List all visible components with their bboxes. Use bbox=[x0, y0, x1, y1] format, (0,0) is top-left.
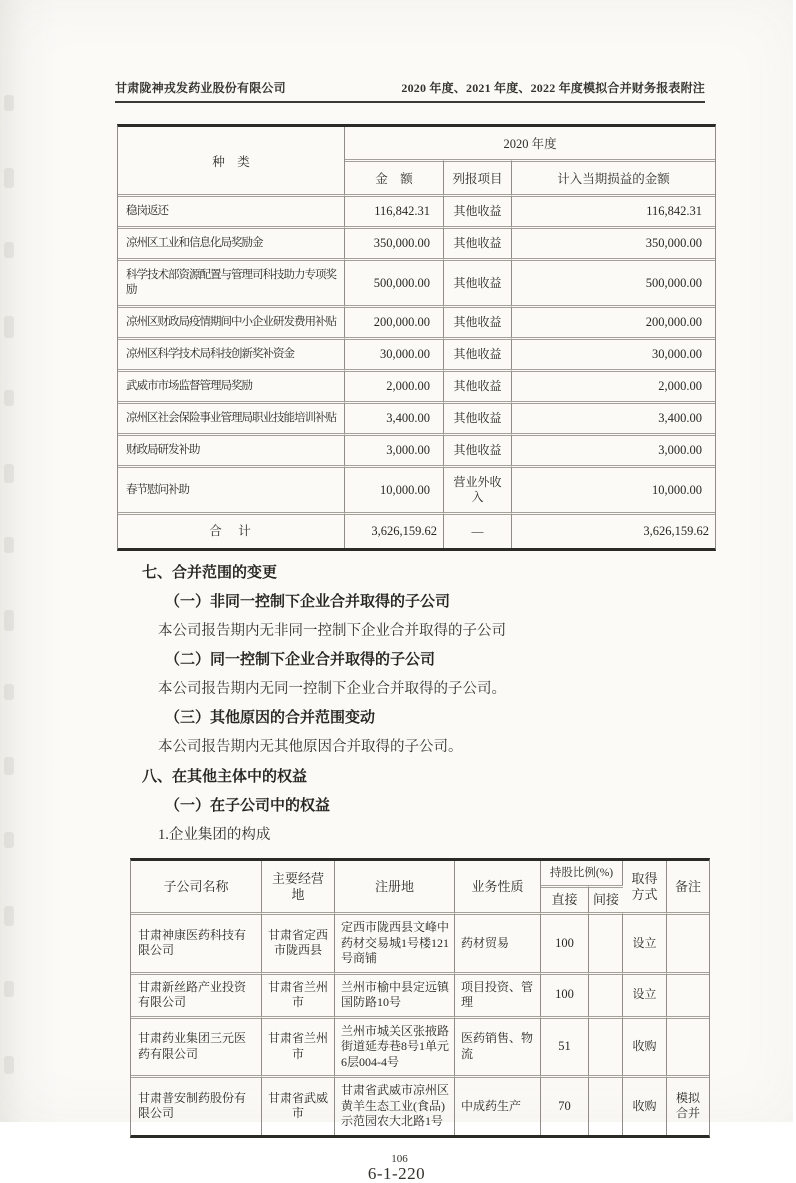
section-7-sub1-text: 本公司报告期内无非同一控制下企业合并取得的子公司 bbox=[158, 623, 506, 639]
cell-amount: 2,000.00 bbox=[345, 369, 444, 401]
section-7-sub2-heading: （二）同一控制下企业合并取得的子公司 bbox=[165, 652, 436, 668]
section-7-heading: 七、合并范围的变更 bbox=[142, 565, 278, 581]
cell-registry: 兰州市榆中县定远镇国防路10号 bbox=[335, 972, 455, 1016]
cell-business: 医药销售、物流 bbox=[455, 1016, 541, 1076]
cell-main-place: 甘肃省武威市 bbox=[262, 1075, 335, 1135]
section-8-heading: 八、在其他主体中的权益 bbox=[142, 769, 308, 785]
header-direct: 直接 bbox=[541, 885, 589, 912]
cell-category: 凉州区财政局疫情期间中小企业研发费用补贴 bbox=[118, 305, 345, 337]
header-subsidiary-name: 子公司名称 bbox=[131, 861, 262, 912]
cell-amount: 116,842.31 bbox=[345, 194, 444, 226]
table-row bbox=[131, 1016, 709, 1076]
table-row bbox=[131, 912, 709, 972]
cell-current-profit: 200,000.00 bbox=[512, 305, 715, 337]
scan-artifact bbox=[4, 906, 14, 926]
company-name: 甘肃陇神戎发药业股份有限公司 bbox=[115, 81, 286, 95]
cell-business: 项目投资、管理 bbox=[455, 972, 541, 1016]
cell-main-place: 甘肃省兰州市 bbox=[262, 972, 335, 1016]
scan-artifact bbox=[4, 832, 14, 848]
cell-subsidiary-name: 甘肃神康医药科技有限公司 bbox=[131, 912, 262, 972]
doc-code: 6-1-220 bbox=[367, 1163, 426, 1183]
cell-category: 凉州区社会保险事业管理局职业技能培训补贴 bbox=[118, 401, 345, 433]
cell-indirect bbox=[589, 972, 623, 1016]
scan-artifact bbox=[4, 757, 14, 775]
cell-current-profit: 2,000.00 bbox=[512, 369, 715, 401]
cell-registry: 甘肃省武威市凉州区黄羊生态工业(食品)示范园农大北路1号 bbox=[335, 1075, 455, 1135]
cell-item: 其他收益 bbox=[444, 337, 512, 369]
cell-item: 其他收益 bbox=[444, 401, 512, 433]
cell-amount: 3,400.00 bbox=[345, 401, 444, 433]
cell-current-profit: 30,000.00 bbox=[512, 337, 715, 369]
section-8-item1-heading: 1.企业集团的构成 bbox=[158, 827, 271, 843]
total-row bbox=[118, 512, 715, 548]
scan-artifact bbox=[4, 981, 14, 997]
header-shareholding: 持股比例(%) bbox=[541, 861, 623, 885]
section-7-sub3-heading: （三）其他原因的合并范围变动 bbox=[165, 710, 376, 726]
cell-current-profit: 3,000.00 bbox=[512, 433, 715, 465]
table-row bbox=[118, 369, 715, 401]
table-row bbox=[118, 194, 715, 226]
cell-registry: 兰州市城关区张掖路街道延寿巷8号1单元6层004-4号 bbox=[335, 1016, 455, 1076]
cell-item: 其他收益 bbox=[444, 305, 512, 337]
section-7-sub1-heading: （一）非同一控制下企业合并取得的子公司 bbox=[165, 594, 451, 610]
cell-category: 凉州区科学技术局科技创新奖补资金 bbox=[118, 337, 345, 369]
header-remark: 备注 bbox=[674, 878, 701, 894]
cell-amount: 30,000.00 bbox=[345, 337, 444, 369]
cell-indirect bbox=[589, 1075, 623, 1135]
cell-amount: 200,000.00 bbox=[345, 305, 444, 337]
scan-artifact bbox=[4, 242, 14, 258]
cell-direct: 100 bbox=[541, 912, 589, 972]
cell-amount: 3,000.00 bbox=[345, 433, 444, 465]
header-registry: 注册地 bbox=[335, 861, 455, 912]
table-row bbox=[118, 258, 715, 305]
cell-total-label: 合 计 bbox=[118, 512, 345, 548]
cell-category: 稳岗返还 bbox=[118, 194, 345, 226]
cell-amount: 10,000.00 bbox=[345, 465, 444, 512]
cell-category: 科学技术部资源配置与管理司科技助力专项奖励 bbox=[118, 258, 345, 305]
cell-current-profit: 10,000.00 bbox=[512, 465, 715, 512]
cell-direct: 100 bbox=[541, 972, 589, 1016]
cell-category: 凉州区工业和信息化局奖励金 bbox=[118, 226, 345, 258]
table-row bbox=[118, 465, 715, 512]
header-category: 种 类 bbox=[118, 127, 345, 194]
cell-method: 收购 bbox=[623, 1016, 667, 1076]
cell-subsidiary-name: 甘肃药业集团三元医药有限公司 bbox=[131, 1016, 262, 1076]
cell-item: 其他收益 bbox=[444, 226, 512, 258]
header-amount: 金 额 bbox=[345, 159, 444, 194]
cell-remark bbox=[667, 912, 709, 972]
cell-item: 营业外收入 bbox=[444, 465, 512, 512]
subsidiary-header-row-1 bbox=[131, 861, 709, 885]
cell-item: 其他收益 bbox=[444, 369, 512, 401]
section-7-sub2-text: 本公司报告期内无同一控制下企业合并取得的子公司。 bbox=[158, 681, 506, 697]
cell-item: 其他收益 bbox=[444, 433, 512, 465]
narrative-sections bbox=[115, 565, 705, 843]
scan-artifact bbox=[4, 95, 14, 111]
cell-remark bbox=[667, 972, 709, 1016]
table-row bbox=[118, 337, 715, 369]
table-row bbox=[131, 972, 709, 1016]
page-number: 106 bbox=[391, 1152, 408, 1165]
doc-header bbox=[115, 79, 705, 103]
cell-indirect bbox=[589, 912, 623, 972]
cell-total-item: — bbox=[444, 512, 512, 548]
cell-business: 中成药生产 bbox=[455, 1075, 541, 1135]
cell-amount: 500,000.00 bbox=[345, 258, 444, 305]
cell-total-amount: 3,626,159.62 bbox=[345, 512, 444, 548]
scan-artifact bbox=[4, 537, 14, 553]
table-row bbox=[118, 401, 715, 433]
table-row bbox=[118, 433, 715, 465]
subsidiary-table bbox=[130, 858, 710, 1138]
cell-item: 其他收益 bbox=[444, 258, 512, 305]
section-7-sub3-text: 本公司报告期内无其他原因合并取得的子公司。 bbox=[158, 739, 463, 755]
cell-item: 其他收益 bbox=[444, 194, 512, 226]
subsidy-header-row-1 bbox=[118, 127, 715, 159]
cell-category: 武威市市场监督管理局奖励 bbox=[118, 369, 345, 401]
header-current-profit: 计入当期损益的金额 bbox=[512, 159, 715, 194]
cell-registry: 定西市陇西县文峰中药材交易城1号楼121号商铺 bbox=[335, 912, 455, 972]
scan-artifact bbox=[4, 464, 14, 483]
scan-artifact bbox=[4, 316, 14, 338]
cell-business: 药材贸易 bbox=[455, 912, 541, 972]
scan-artifact bbox=[4, 1056, 14, 1074]
scan-artifact bbox=[4, 390, 14, 406]
header-business: 业务性质 bbox=[455, 861, 541, 912]
cell-total-current-profit: 3,626,159.62 bbox=[512, 512, 715, 548]
cell-current-profit: 500,000.00 bbox=[512, 258, 715, 305]
cell-main-place: 甘肃省兰州市 bbox=[262, 1016, 335, 1076]
cell-current-profit: 3,400.00 bbox=[512, 401, 715, 433]
header-method: 取得方式 bbox=[623, 861, 667, 912]
cell-category: 财政局研发补助 bbox=[118, 433, 345, 465]
cell-direct: 51 bbox=[541, 1016, 589, 1076]
cell-amount: 350,000.00 bbox=[345, 226, 444, 258]
cell-category: 春节慰问补助 bbox=[118, 465, 345, 512]
cell-method: 收购 bbox=[623, 1075, 667, 1135]
cell-remark: 模拟合并 bbox=[667, 1075, 709, 1135]
section-8-sub1-heading: （一）在子公司中的权益 bbox=[165, 798, 331, 814]
cell-main-place: 甘肃省定西市陇西县 bbox=[262, 912, 335, 972]
header-main-place: 主要经营地 bbox=[262, 861, 335, 912]
cell-current-profit: 116,842.31 bbox=[512, 194, 715, 226]
scan-artifact bbox=[4, 168, 14, 188]
header-indirect: 间接 bbox=[589, 885, 623, 912]
cell-method: 设立 bbox=[623, 972, 667, 1016]
table-row bbox=[131, 1075, 709, 1135]
cell-subsidiary-name: 甘肃普安制药股份有限公司 bbox=[131, 1075, 262, 1135]
cell-indirect bbox=[589, 1016, 623, 1076]
scan-artifact bbox=[4, 610, 14, 631]
cell-remark bbox=[667, 1016, 709, 1076]
header-period: 2020 年度 bbox=[503, 137, 557, 151]
page-footer bbox=[0, 1154, 793, 1183]
cell-current-profit: 350,000.00 bbox=[512, 226, 715, 258]
table-row bbox=[118, 305, 715, 337]
report-title: 2020 年度、2021 年度、2022 年度模拟合并财务报表附注 bbox=[401, 81, 705, 95]
subsidy-table bbox=[117, 124, 716, 551]
cell-direct: 70 bbox=[541, 1075, 589, 1135]
cell-method: 设立 bbox=[623, 912, 667, 972]
scan-artifact bbox=[4, 684, 14, 700]
header-item: 列报项目 bbox=[444, 159, 512, 194]
table-row bbox=[118, 226, 715, 258]
cell-subsidiary-name: 甘肃新丝路产业投资有限公司 bbox=[131, 972, 262, 1016]
